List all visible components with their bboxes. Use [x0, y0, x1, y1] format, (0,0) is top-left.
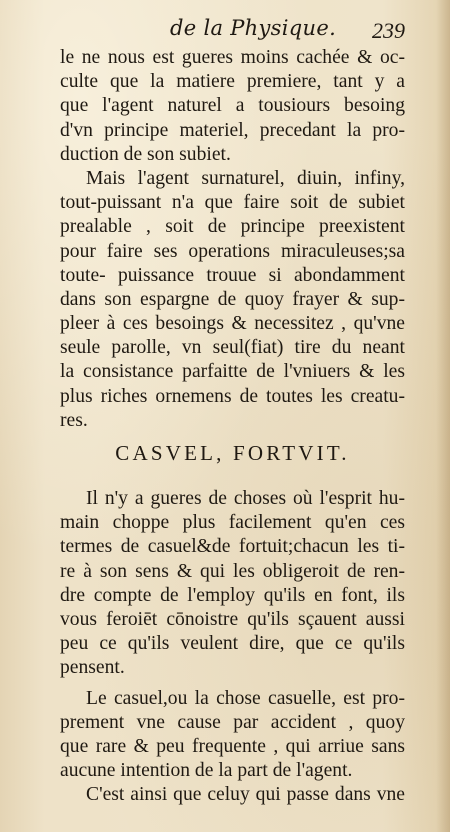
text-line: d'vn principe materiel, precedant la pro- — [60, 119, 405, 141]
text-line: duction de son subiet. — [60, 143, 231, 165]
text-line: peu ce qu'ils veulent dire, que ce qu'ils — [60, 633, 405, 655]
text-line: pensent. — [60, 657, 125, 679]
text-line: res. — [60, 409, 88, 431]
text-line: le ne nous est gueres moins cachée & oc- — [60, 47, 405, 68]
text-line: plus riches ornemens de toutes les creatu- — [60, 385, 405, 407]
text-line: C'est ainsi que celuy qui passe dans vne — [86, 784, 405, 806]
text-line: Il n'y a gueres de choses où l'esprit hu- — [86, 488, 405, 509]
paragraph — [60, 783, 405, 807]
text-line: main choppe plus facilement qu'en ces — [60, 512, 405, 534]
text-line: prement vne cause par accident , quoy — [60, 711, 405, 733]
text-line: dre compte de l'employ qu'ils en font, ils — [60, 584, 405, 606]
text-line: que l'agent naturel a tousiours besoing — [60, 95, 405, 117]
text-line: termes de casuel&de fortuit;chacun les ti- — [60, 536, 405, 558]
text-line: que rare & peu frequente , qui arriue sans — [60, 735, 405, 757]
text-line: vous feroiēt cōnoistre qu'ils sçauent aussi — [60, 608, 405, 630]
text-line: seule parolle, vn seul(fiat) tire du neant — [60, 337, 405, 359]
running-title: de la Physique. — [170, 16, 337, 40]
section-title: CASVEL, FORTVIT. — [115, 441, 350, 465]
text-line: pleer à ces besoings & necessitez , qu'vne — [60, 313, 405, 335]
paragraph — [60, 167, 405, 433]
text-line: dans son espargne de quoy frayer & sup- — [60, 288, 405, 310]
text-line: la consistance parfaitte de l'vniuers & les — [60, 361, 405, 383]
text-line: re à son sens & qui les obligeroit de ren- — [60, 560, 405, 582]
paragraph — [60, 687, 405, 784]
text-line: aucune intention de la part de l'agent. — [60, 760, 353, 782]
text-line: Mais l'agent surnaturel, diuin, infiny, — [86, 167, 405, 189]
text-line: prealable , soit de principe preexistent — [60, 216, 405, 238]
page-body — [60, 46, 405, 807]
paragraph — [60, 46, 405, 167]
page-number: 239 — [372, 18, 405, 43]
text-line: Le casuel,ou la chose casuelle, est pro- — [86, 687, 405, 709]
text-line: toute- puissance trouue si abondamment — [60, 264, 405, 286]
text-line: culte que la matiere premiere, tant y a — [60, 71, 405, 93]
paragraph — [60, 487, 405, 681]
page-header — [60, 14, 405, 42]
text-line: pour faire ses operations miraculeuses;sa — [60, 240, 405, 262]
text-line: tout-puissant n'a que faire soit de subiet — [60, 192, 405, 214]
